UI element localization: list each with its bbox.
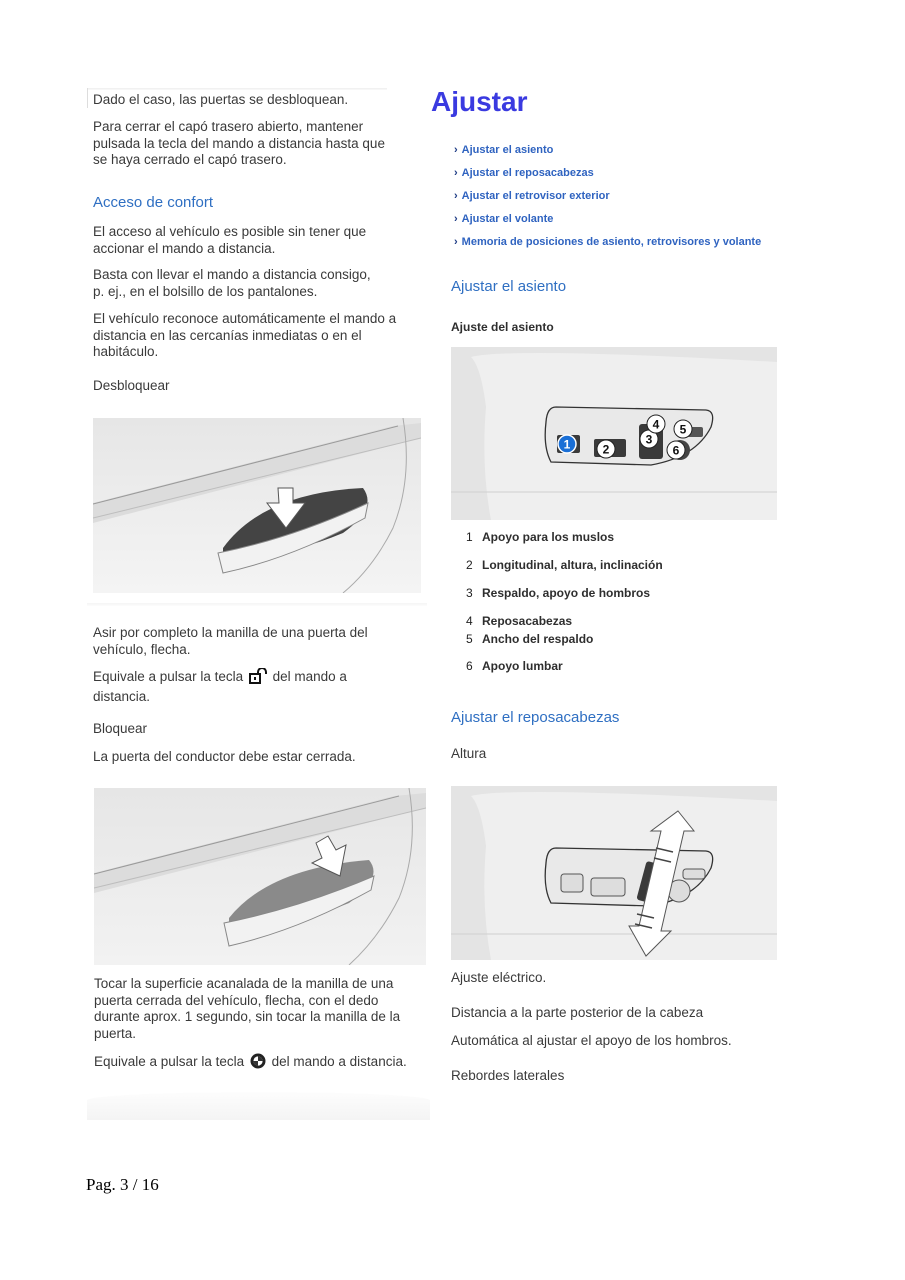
chevron-right-icon: ›	[454, 212, 458, 225]
chevron-right-icon: ›	[454, 189, 458, 202]
label-unlock: Desbloquear	[93, 378, 170, 393]
chevron-right-icon: ›	[454, 143, 458, 156]
image-shadow-rule	[87, 603, 427, 606]
headrest-control-illustration	[451, 786, 777, 960]
page-number: Pag. 3 / 16	[86, 1175, 159, 1194]
paragraph-comfort-1: El acceso al vehículo es posible sin tener que accionar el mando a distancia.	[93, 224, 367, 256]
svg-text:5: 5	[679, 422, 687, 437]
bottom-fade	[87, 1092, 430, 1120]
section-title-adjust-seat: Ajustar el asiento	[451, 278, 567, 295]
headrest-control-image	[451, 786, 777, 960]
paragraph-doors-unlock: Dado el caso, las puertas se desbloquean.	[93, 92, 349, 107]
toc-link-headrest[interactable]: › Ajustar el reposacabezas	[454, 166, 594, 179]
paragraph-equivalent-lock: Equivale a pulsar la tecla del mando a distancia.	[94, 1053, 407, 1074]
seat-marker-2	[597, 440, 615, 458]
legend-item: 1 Apoyo para los muslos	[466, 530, 615, 544]
paragraph-distance-head: Distancia a la parte posterior de la cabeza	[451, 1005, 704, 1020]
legend-item: 2 Longitudinal, altura, inclinación	[466, 558, 663, 572]
door-handle-touch-illustration	[94, 788, 426, 965]
legend-item: 5 Ancho del respaldo	[466, 632, 594, 646]
svg-text:4: 4	[652, 417, 660, 432]
label-lock: Bloquear	[93, 721, 148, 736]
svg-text:3: 3	[645, 432, 653, 447]
door-handle-unlock-image	[93, 418, 421, 593]
unlock-icon	[249, 668, 267, 689]
legend-item: 4 Reposacabezas	[466, 614, 573, 628]
top-rule	[87, 88, 387, 90]
legend-item: 3 Respaldo, apoyo de hombros	[466, 586, 651, 600]
svg-text:2: 2	[602, 442, 610, 457]
bmw-logo-icon	[250, 1053, 266, 1074]
paragraph-touch-surface: Tocar la superficie acanalada de la manilla de una puerta cerrada del vehículo, flecha, con el dedo durante aprox. 1 segundo, sin tocar la manilla de la puerta.	[94, 976, 401, 1041]
chevron-right-icon: ›	[454, 235, 458, 248]
paragraph-side-bolsters: Rebordes laterales	[451, 1068, 565, 1083]
paragraph-electric: Ajuste eléctrico.	[451, 970, 547, 985]
door-handle-lock-image	[94, 788, 426, 965]
left-margin-rule	[87, 88, 88, 108]
seat-marker-4	[647, 415, 665, 433]
seat-legend	[466, 530, 663, 679]
seat-controls-illustration	[451, 347, 777, 520]
paragraph-comfort-3: El vehículo reconoce automáticamente el mando a distancia en las cercanías inmediatas o en el habitáculo.	[93, 311, 397, 359]
seat-controls-image	[451, 347, 777, 520]
toc-link-mirror[interactable]: › Ajustar el retrovisor exterior	[454, 189, 610, 202]
toc-link-steering-wheel[interactable]: › Ajustar el volante	[454, 212, 554, 225]
paragraph-driver-door-closed: La puerta del conductor debe estar cerrada.	[93, 749, 356, 764]
paragraph-comfort-2: Basta con llevar el mando a distancia consigo, p. ej., en el bolsillo de los pantalones.	[93, 267, 371, 299]
svg-text:6: 6	[672, 443, 680, 458]
legend-item: 6 Apoyo lumbar	[466, 659, 563, 673]
toc-link-seat[interactable]: › Ajustar el asiento	[454, 143, 554, 156]
seat-marker-5	[674, 420, 692, 438]
seat-marker-6	[667, 441, 685, 459]
door-handle-illustration	[93, 418, 421, 593]
paragraph-trunk-close: Para cerrar el capó trasero abierto, mantener pulsada la tecla del mando a distancia hasta que se haya cerrado el capó trasero.	[93, 119, 385, 167]
section-title-comfort-access: Acceso de confort	[93, 194, 214, 211]
label-height: Altura	[451, 746, 487, 761]
page-title: Ajustar	[431, 86, 528, 117]
paragraph-grip-handle: Asir por completo la manilla de una puerta del vehículo, flecha.	[93, 625, 368, 657]
chevron-right-icon: ›	[454, 166, 458, 179]
section-title-adjust-headrest: Ajustar el reposacabezas	[451, 709, 620, 726]
table-of-contents	[454, 138, 761, 253]
paragraph-automatic: Automática al ajustar el apoyo de los hombros.	[451, 1033, 732, 1048]
seat-marker-1	[558, 435, 576, 453]
svg-text:1: 1	[563, 437, 571, 452]
subtitle-seat-adjustment: Ajuste del asiento	[451, 320, 554, 334]
toc-link-memory[interactable]: › Memoria de posiciones de asiento, retrovisores y volante	[454, 235, 762, 248]
paragraph-equivalent-unlock: Equivale a pulsar la tecla del mando a distancia.	[93, 669, 347, 704]
